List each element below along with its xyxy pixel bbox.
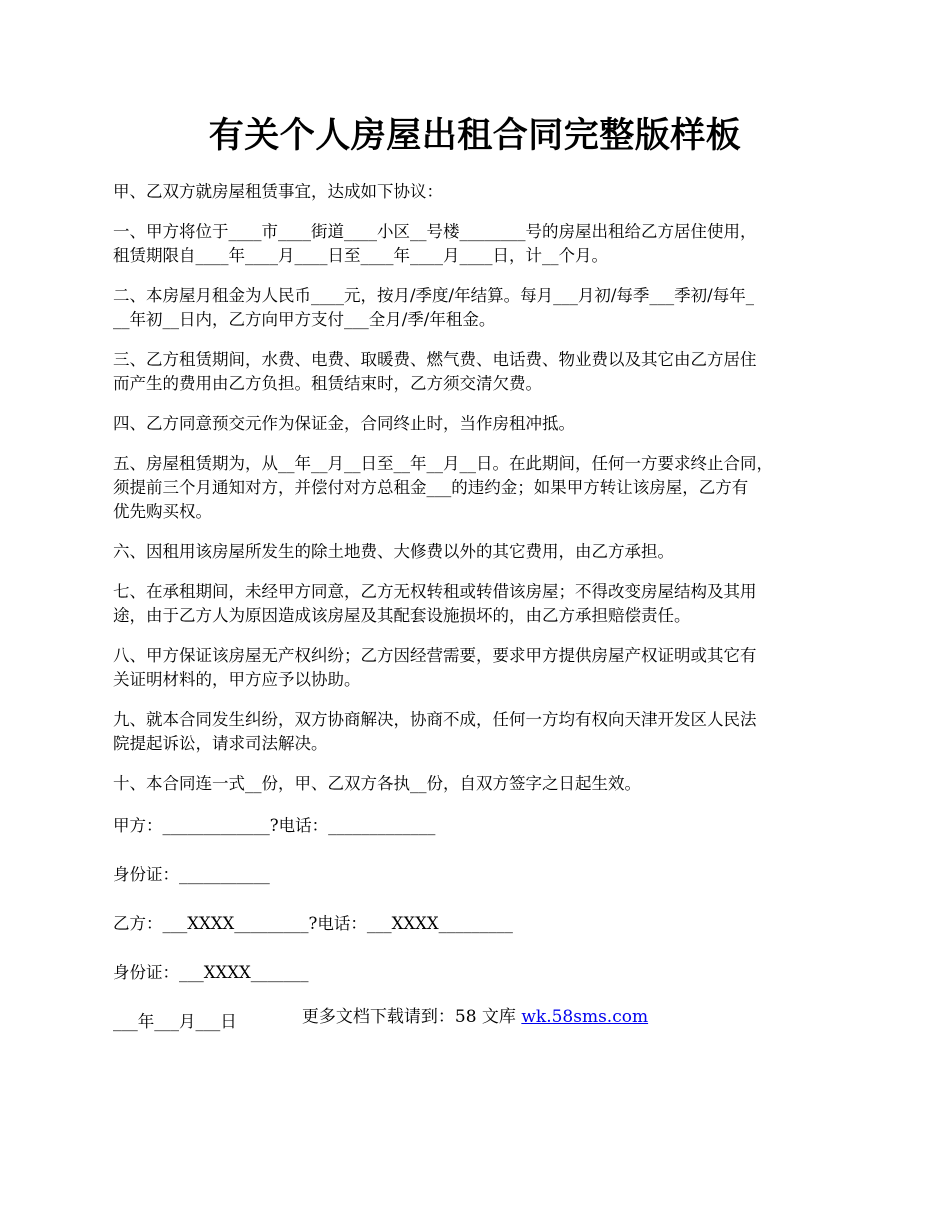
party-b-id-line: 身份证：___XXXX_______ xyxy=(113,963,309,982)
footer xyxy=(0,1005,950,1029)
clause-9: 九、就本合同发生纠纷，双方协商解决，协商不成，任何一方均有权向天津开发区人民法 院提起诉讼，请求司法解决。 xyxy=(113,710,757,753)
footer-link[interactable]: wk.58sms.com xyxy=(521,1007,649,1027)
clause-7: 七、在承租期间，未经甲方同意，乙方无权转租或转借该房屋；不得改变房屋结构及其用 途，由于乙方人为原因造成该房屋及其配套设施损坏的，由乙方承担赔偿责任。 xyxy=(113,582,757,625)
clause-3: 三、乙方租赁期间，水费、电费、取暖费、燃气费、电话费、物业费以及其它由乙方居住 而产生的费用由乙方负担。租赁结束时，乙方须交清欠费。 xyxy=(113,350,757,393)
clause-10: 十、本合同连一式__份，甲、乙双方各执__份，自双方签字之日起生效。 xyxy=(113,774,641,793)
clause-6: 六、因租用该房屋所发生的除土地费、大修费以外的其它费用，由乙方承担。 xyxy=(113,542,674,561)
intro-paragraph: 甲、乙双方就房屋租赁事宜，达成如下协议： xyxy=(113,182,443,201)
document-title: 有关个人房屋出租合同完整版样板 xyxy=(208,115,742,156)
clause-2: 二、本房屋月租金为人民币____元，按月/季度/年结算。每月___月初/每季___季初/每年_ __年初__日内，乙方向甲方支付___全月/季/年租金。 xyxy=(113,286,754,329)
clause-1: 一、甲方将位于____市____街道____小区__号楼________号的房屋出租给乙方居住使用， 租赁期限自____年____月____日至____年____月____日，计__个月。 xyxy=(113,222,757,265)
clause-8: 八、甲方保证该房屋无产权纠纷；乙方因经营需要，要求甲方提供房屋产权证明或其它有 关证明材料的，甲方应予以协助。 xyxy=(113,646,757,689)
clause-5: 五、房屋租赁期为，从__年__月__日至__年__月__日。在此期间，任何一方要求终止合同， 须提前三个月通知对方，并偿付对方总租金___的违约金；如果甲方转让该房屋，乙方有 优先购买权。 xyxy=(113,454,773,521)
party-a-id-line: 身份证：___________ xyxy=(113,865,270,884)
footer-text: 更多文档下载请到：58 文库 xyxy=(301,1007,522,1027)
clause-4: 四、乙方同意预交元作为保证金，合同终止时，当作房租冲抵。 xyxy=(113,414,575,433)
party-b-line: 乙方：___XXXX_________?电话：___XXXX_________ xyxy=(113,914,513,933)
date-line: ___年___月___日 xyxy=(113,1012,237,1031)
contract-body xyxy=(113,180,863,1059)
party-a-line: 甲方：_____________?电话：_____________ xyxy=(113,816,436,835)
